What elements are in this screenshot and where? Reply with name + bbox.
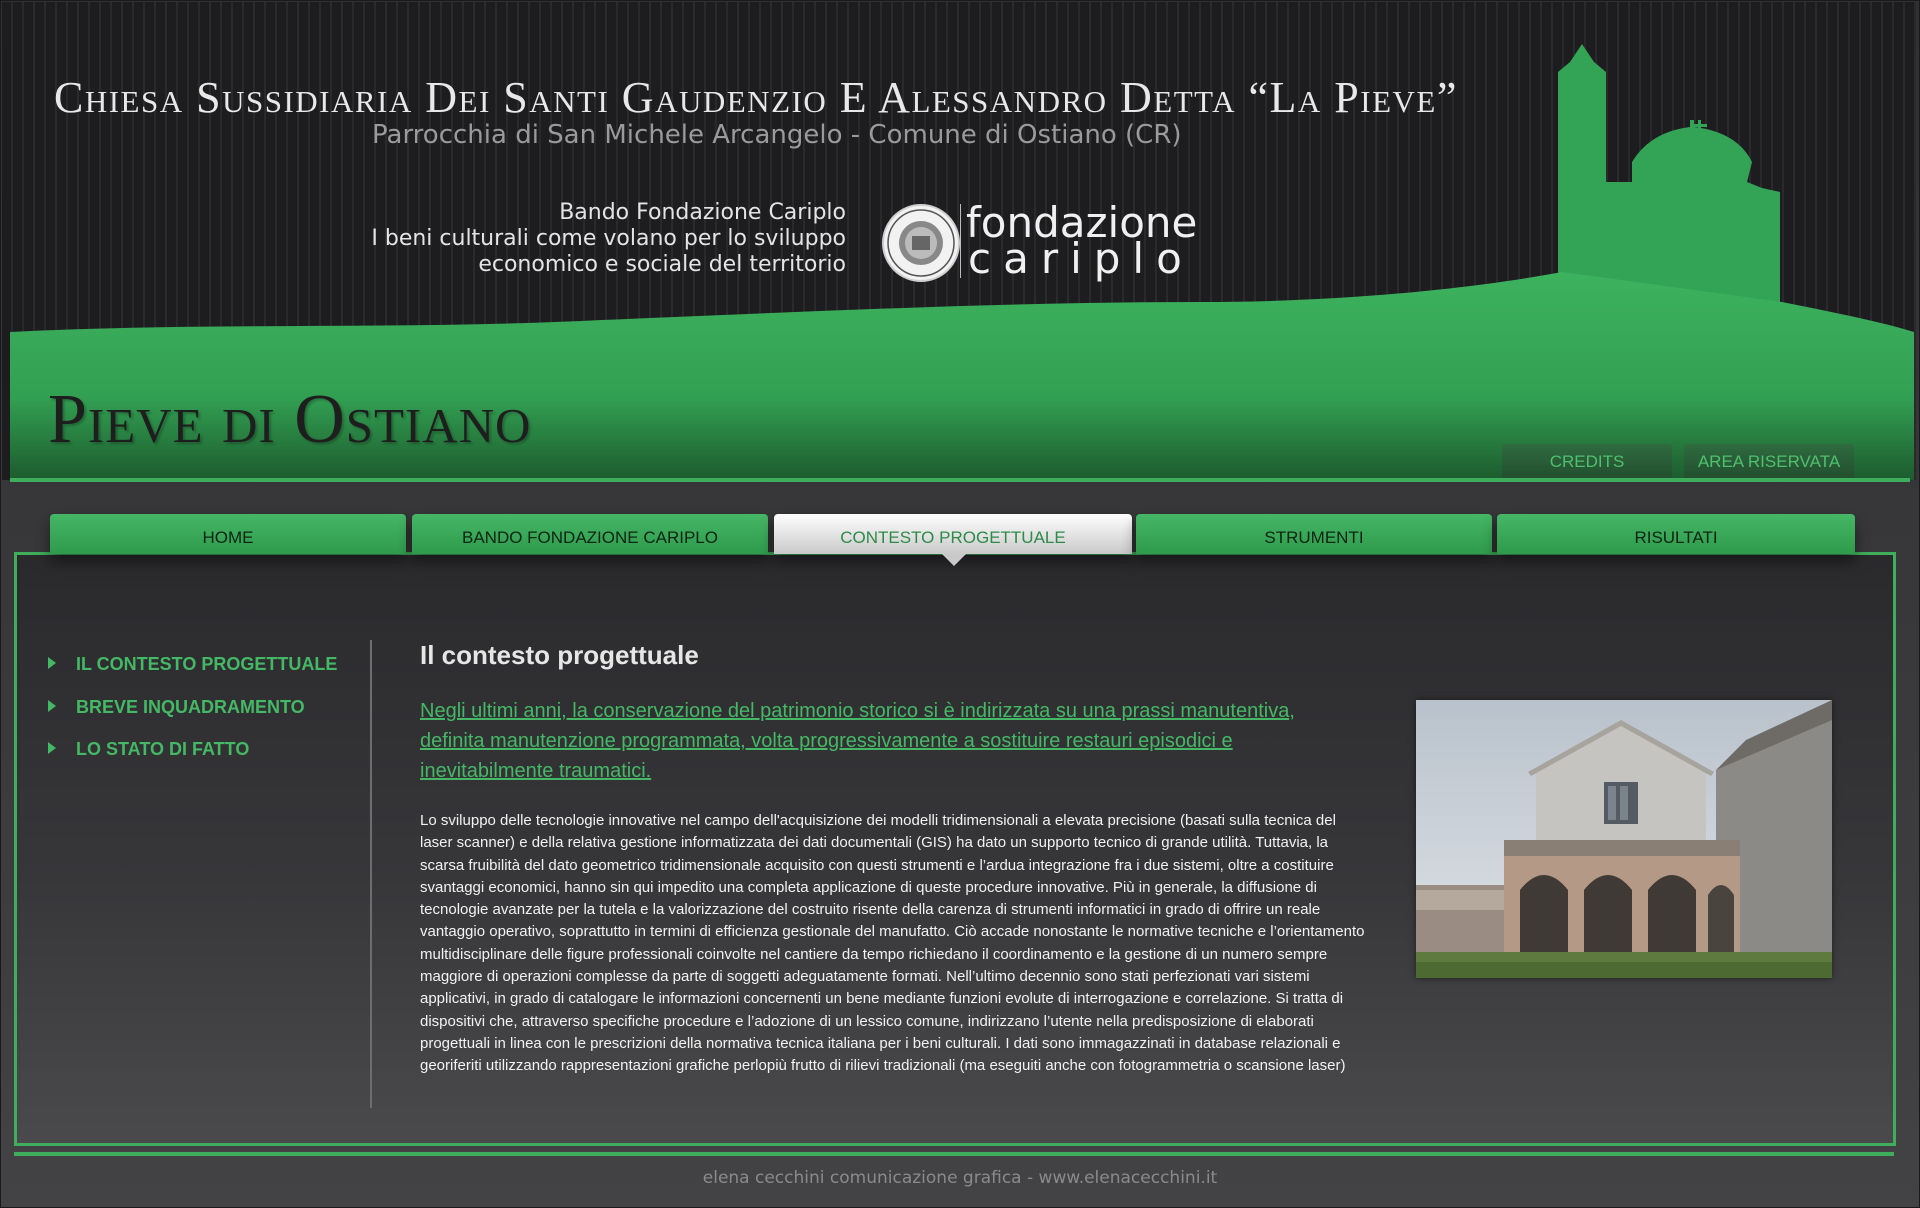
tab-bando-fondazione-cariplo[interactable]: BANDO FONDAZIONE CARIPLO — [412, 514, 768, 554]
active-tab-pointer — [942, 554, 966, 566]
fondazione-seal-logo — [882, 204, 960, 282]
bando-line-1: Bando Fondazione Cariplo — [559, 200, 846, 225]
body-paragraph: Lo sviluppo delle tecnologie innovative nel campo dell'acquisizione dei modelli tridimensionali a elevata precisione (basati sulla tecnica del laser scanner) e della relativa gestione informatizzata dei dati documentali (GIS) ha dato un supporto tecnico di grande utilità. Tuttavia, la scarsa fruibilità del dato geometrico tridimensionale acquisito con questi strumenti e l’ardua integrazione fra i due sistemi, oltre a costituire svantaggi economici, hanno sin qui impedito una completa applicazione di queste procedure innovative. Più in generale, la diffusione di tecnologie avanzate per la tutela e la valorizzazione del costruito risente della carenza di strumenti informatici in grado di offrire un reale vantaggio operativo, soprattutto in termini di efficienza gestionale del manufatto. Ciò accade nonostante le normative tecniche e l’orientamento multidisciplinare delle figure professionali coinvolte nel cantiere da tempo richiedano il coordinamento e la gestione di un numero sempre maggiore di operazioni complesse da parte di soggetti adeguatamente formati. Nell’ultimo decennio sono stati perfezionati vari sistemi applicativi, in grado di catalogare le informazioni concernenti un bene mediante funzioni evolute di interrogazione e correlazione. Si tratta di dispositivi che, attraverso specifiche procedure e l’adozione di un lessico comune, indirizzano l’utente nella predisposizione di elaborati progettuali in linea con le prescrizioni della normativa tecnica italiana per i beni culturali. I dati sono immagazzinati in database relazionali e georiferiti utilizzando rappresentazioni grafiche perlopiù frutto di rilievi tradizionali (ma eseguiti anche con fotogrammetria o scansione laser) — [420, 812, 1365, 1075]
site-title: Chiesa Sussidiaria Dei Santi Gaudenzio E Alessandro Detta “La Pieve” — [54, 73, 1458, 122]
tab-home[interactable]: HOME — [50, 514, 406, 554]
logo-divider — [960, 204, 961, 278]
triangle-right-icon — [48, 657, 56, 669]
triangle-right-icon — [48, 742, 56, 754]
sidebar-item-label: LO STATO DI FATTO — [76, 739, 250, 759]
site-header — [2, 2, 1916, 480]
site-subtitle: Parrocchia di San Michele Arcangelo - Comune di Ostiano (CR) — [372, 120, 1182, 150]
header-divider — [10, 478, 1910, 482]
area-riservata-link[interactable]: AREA RISERVATA — [1684, 444, 1854, 478]
triangle-right-icon — [48, 700, 56, 712]
tab-strumenti[interactable]: STRUMENTI — [1136, 514, 1492, 554]
church-photo — [1416, 700, 1832, 978]
site-name: Pieve di Ostiano — [48, 381, 532, 458]
footer-credit[interactable]: elena cecchini comunicazione grafica - www.elenacecchini.it — [702, 1168, 1218, 1188]
tab-contesto-progettuale[interactable]: CONTESTO PROGETTUALE — [774, 514, 1132, 554]
bando-line-3: economico e sociale del territorio — [478, 252, 846, 277]
sidebar-item-breve-inquadramento[interactable] — [48, 697, 305, 718]
sidebar-item-lo-stato-di-fatto[interactable] — [48, 739, 249, 760]
sidebar-divider — [370, 640, 372, 1108]
logo-word-fondazione: fondazione — [966, 198, 1198, 247]
tab-risultati[interactable]: RISULTATI — [1497, 514, 1855, 554]
page-title: Il contesto progettuale — [420, 640, 699, 670]
credits-link[interactable]: CREDITS — [1502, 444, 1672, 478]
bando-text — [371, 200, 846, 278]
intro-paragraph[interactable]: Negli ultimi anni, la conservazione del patrimonio storico si è indirizzata su una prassi manutentiva, definita manutenzione programmata, volta progressivamente a sostituire restauri episodici e inevitabilmente traumatici. — [420, 700, 1295, 782]
sidebar-item-label: IL CONTESTO PROGETTUALE — [76, 654, 338, 674]
sidebar-item-il-contesto-progettuale[interactable] — [48, 654, 337, 675]
footer-divider — [14, 1152, 1894, 1156]
bando-line-2: I beni culturali come volano per lo sviluppo — [371, 226, 846, 251]
church-photo-image — [1416, 700, 1832, 978]
logo-word-cariplo: cariplo — [968, 234, 1194, 283]
sidebar-item-label: BREVE INQUADRAMENTO — [76, 697, 305, 717]
